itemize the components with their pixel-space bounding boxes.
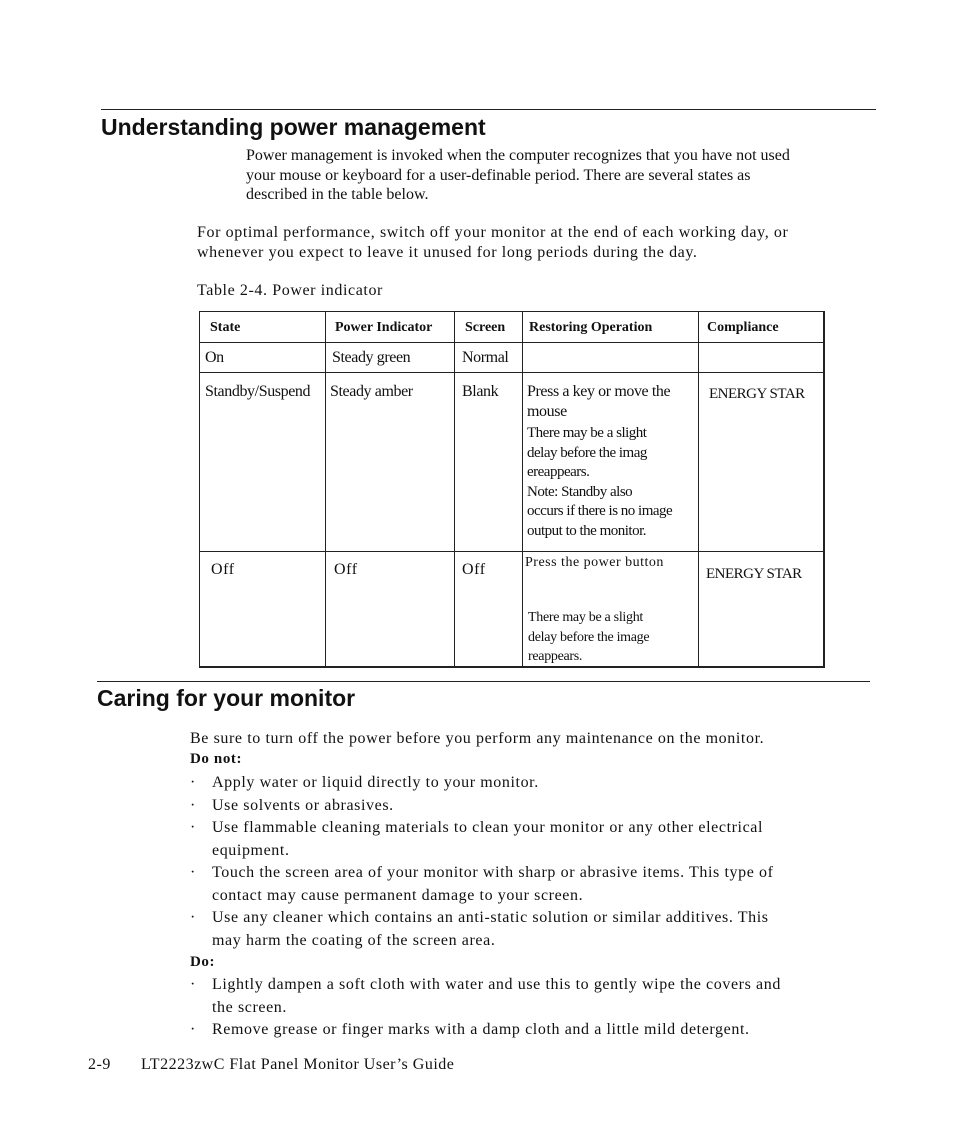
list-item-text: Remove grease or finger marks with a damp cloth and a little mild detergent. — [212, 1021, 750, 1038]
cell-indicator-standby: Steady amber — [330, 383, 413, 400]
cell-screen-on: Normal — [462, 349, 509, 366]
do-list — [190, 974, 781, 1042]
caring-intro: Be sure to turn off the power before you perform any maintenance on the monitor. — [190, 730, 765, 747]
section-rule — [97, 681, 870, 682]
header-state: State — [210, 320, 241, 335]
cell-screen-standby: Blank — [462, 383, 499, 400]
restore-line: There may be a slight — [527, 425, 647, 441]
cell-restore-standby — [527, 382, 670, 421]
bullet: · — [190, 819, 196, 836]
row-divider — [199, 551, 823, 552]
section-heading-caring: Caring for your monitor — [97, 685, 356, 711]
list-item-text: the screen. — [212, 998, 288, 1016]
bullet: · — [190, 796, 196, 814]
list-item-text: equipment. — [212, 841, 290, 859]
bullet: · — [190, 864, 196, 881]
list-item — [190, 1019, 781, 1042]
restore-line: delay before the image — [528, 629, 650, 645]
list-item — [190, 772, 774, 795]
cell-compliance-off: ENERGY STAR — [706, 566, 802, 582]
bullet: · — [190, 909, 196, 926]
intro-line: your mouse or keyboard for a user-definable period. There are several states as — [246, 166, 751, 184]
restore-line: output to the monitor. — [527, 522, 646, 539]
restore-line: Note: Standby also — [527, 483, 633, 500]
list-item — [190, 907, 774, 952]
cell-restore-standby-note — [527, 424, 672, 541]
list-item-text: Apply water or liquid directly to your monitor. — [212, 774, 539, 791]
cell-state-on: On — [205, 349, 224, 366]
restore-line: mouse — [527, 402, 567, 420]
list-item-text: Lightly dampen a soft cloth with water and use this to gently wipe the covers and — [212, 976, 781, 993]
list-item-text: contact may cause permanent damage to your screen. — [212, 886, 584, 904]
intro-line: Power management is invoked when the computer recognizes that you have not used — [246, 147, 790, 164]
list-item-text: Use any cleaner which contains an anti-static solution or similar additives. This — [212, 909, 769, 926]
power-tip-paragraph — [197, 223, 788, 263]
list-item — [190, 862, 774, 907]
header-screen: Screen — [465, 320, 506, 335]
restore-line: Press a key or move the — [527, 383, 671, 400]
column-divider — [325, 311, 326, 667]
header-compliance: Compliance — [707, 320, 779, 335]
header-power-indicator: Power Indicator — [335, 320, 433, 335]
restore-line: reappears. — [528, 649, 583, 664]
cell-compliance-standby: ENERGY STAR — [709, 386, 805, 402]
restore-line: occurs if there is no image — [527, 503, 673, 519]
list-item — [190, 974, 781, 1019]
column-divider — [454, 311, 455, 667]
list-item-text: Use solvents or abrasives. — [212, 796, 394, 814]
section-heading-power: Understanding power management — [101, 114, 486, 140]
cell-state-off: Off — [211, 561, 235, 578]
restore-line: There may be a slight — [528, 610, 643, 625]
power-intro-paragraph — [246, 146, 790, 205]
column-divider — [698, 311, 699, 667]
cell-indicator-off: Off — [334, 561, 358, 578]
bullet: · — [190, 976, 196, 993]
cell-restore-off: Press the power button — [525, 555, 664, 570]
bullet: · — [190, 774, 196, 791]
list-item-text: Use flammable cleaning materials to clean your monitor or any other electrical — [212, 819, 764, 836]
top-rule — [101, 109, 876, 110]
restore-line: delay before the imag — [527, 444, 647, 461]
page-number: 2-9 — [88, 1056, 111, 1073]
header-restoring-operation: Restoring Operation — [529, 320, 653, 335]
cell-state-standby: Standby/Suspend — [205, 383, 311, 400]
donot-list — [190, 772, 774, 952]
table-caption: Table 2-4. Power indicator — [197, 282, 383, 299]
power-indicator-table — [199, 311, 824, 667]
list-item — [190, 817, 774, 862]
list-item-text: may harm the coating of the screen area. — [212, 931, 496, 949]
list-item-text: Touch the screen area of your monitor with sharp or abrasive items. This type of — [212, 864, 774, 881]
cell-screen-off: Off — [462, 561, 486, 578]
row-divider — [199, 372, 823, 373]
table-frame — [199, 311, 825, 668]
restore-line: ereappears. — [527, 464, 590, 480]
do-label: Do: — [190, 954, 216, 970]
row-divider — [199, 342, 823, 343]
tip-line: For optimal performance, switch off your monitor at the end of each working day, or — [197, 224, 789, 241]
cell-restore-off-note — [528, 608, 649, 667]
list-item — [190, 795, 774, 818]
intro-line: described in the table below. — [246, 186, 429, 203]
column-divider — [522, 311, 523, 667]
cell-indicator-on: Steady green — [332, 349, 411, 366]
donot-label: Do not: — [190, 751, 243, 767]
bullet: · — [190, 1021, 196, 1038]
tip-line: whenever you expect to leave it unused for long periods during the day. — [197, 244, 698, 261]
guide-title: LT2223zwC Flat Panel Monitor User’s Guide — [141, 1056, 455, 1073]
